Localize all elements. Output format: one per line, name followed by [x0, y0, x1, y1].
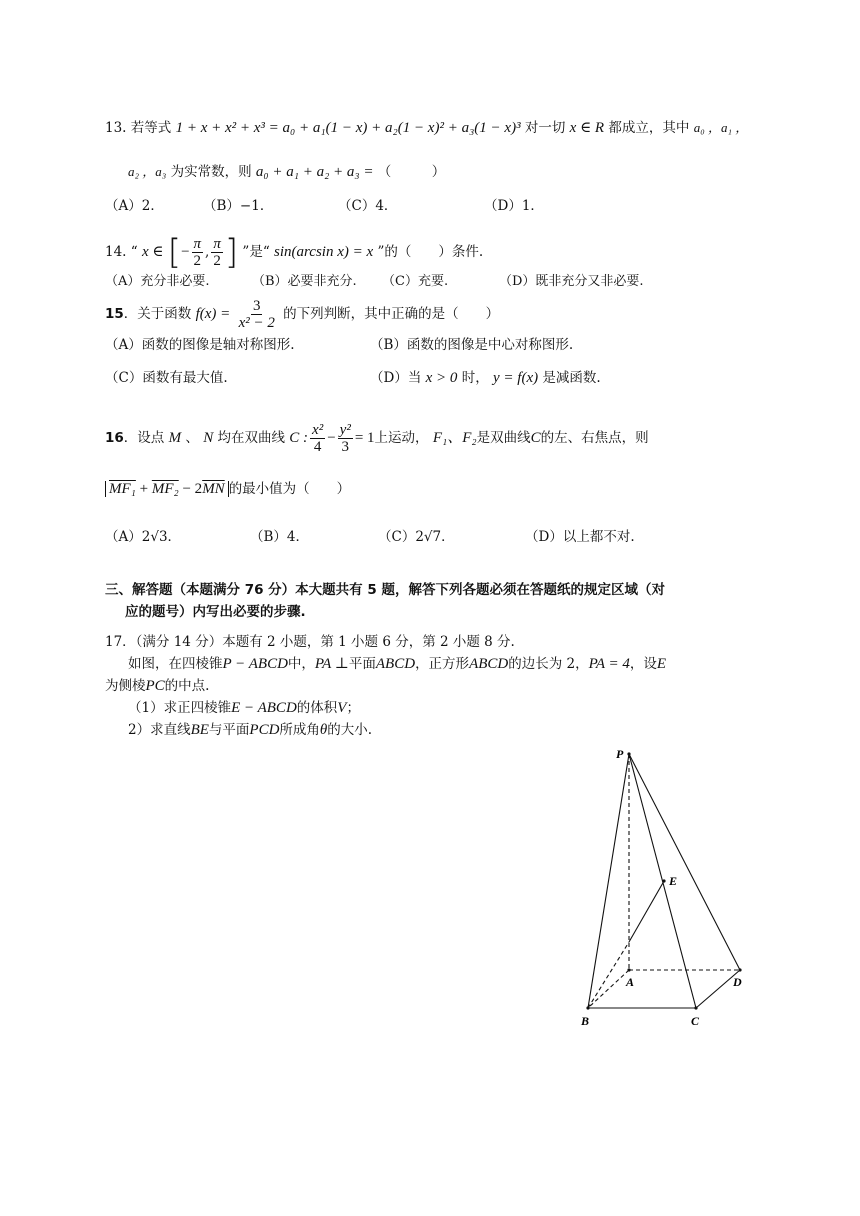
- q16-mid: 均在双曲线: [217, 430, 285, 446]
- q16-foci: F₁、F₂: [432, 430, 477, 446]
- q17-b1g: ，正方形: [415, 656, 470, 672]
- q15-f: f(x) =: [195, 306, 231, 322]
- q17-s1d: V: [337, 700, 347, 716]
- q17-b2a: 为侧棱: [105, 678, 146, 694]
- q17-b1h: ABCD: [469, 656, 509, 672]
- q16-option-c: （C）2√7．: [378, 529, 455, 545]
- q15-fraction: $\frac{3}{\text{x² − 2}}$: [238, 298, 275, 331]
- q15-post: 的下列判断，其中正确的是（ ）: [283, 306, 500, 322]
- q16-minus: −: [327, 430, 336, 446]
- q14-option-d: （D）既非充分又非必要.: [499, 274, 644, 289]
- q14-right-bracket: ]: [224, 232, 239, 273]
- q13-number: 13.: [105, 120, 127, 136]
- q17-b1a: 如图，在四棱锥: [128, 656, 223, 672]
- pyramid-figure: [570, 740, 760, 1040]
- point-c: [694, 1006, 697, 1009]
- q14-neg: −: [181, 244, 190, 260]
- q14-x: x ∈: [141, 244, 164, 260]
- section3-line1: 三、解答题（本题满分 76 分）本大题共有 5 题，解答下列各题必须在答题纸的规定区域（对: [105, 582, 665, 598]
- q17-body1: [128, 654, 666, 674]
- q15-optd-f: y = f(x): [493, 370, 539, 386]
- q13-option-d: （D）1．: [484, 198, 544, 214]
- q15-optd-pre: （D）当: [370, 370, 422, 386]
- q17-sub2: [128, 720, 372, 740]
- q13-equation: 1 + x + x² + x³ = a₀ + a₁(1 − x) + a₂(1 − x)² + a₃(1 − x)³: [175, 120, 521, 136]
- q17-s1a: （1）求正四棱锥: [128, 700, 232, 716]
- q17-b1c: 中，: [287, 656, 315, 672]
- q13-option-b: （B）−1．: [203, 198, 274, 214]
- q17-s2g: 的大小.: [327, 722, 373, 738]
- q17-b2b: PC: [145, 678, 165, 694]
- q17-b1k: ，设: [629, 656, 657, 672]
- q14-expr: sin(arcsin x) = x: [274, 244, 374, 260]
- label-e: E: [669, 874, 678, 888]
- q17-s1b: E − ABCD: [231, 700, 297, 716]
- q16-option-d: （D）以上都不对.: [525, 529, 635, 545]
- label-b: B: [581, 1014, 590, 1028]
- q16-tail: 的最小值为（ ）: [228, 481, 351, 497]
- q15-number: 15: [105, 306, 124, 322]
- q14-number: 14.: [105, 244, 127, 260]
- q14-frac2: $\frac{\pi}{2}$: [213, 236, 221, 269]
- q16-c: C :: [289, 430, 309, 446]
- q14-option-a: （A）充分非必要.: [105, 274, 210, 289]
- q13-sum: a₀ + a₁ + a₂ + a₃ =: [255, 164, 374, 180]
- section3-line2: 应的题号）内写出必要的步骤.: [125, 604, 306, 620]
- q16-line2: [105, 479, 350, 499]
- q16-post3: 的左、右焦点，则: [540, 430, 649, 446]
- q13-pre: 若等式: [130, 120, 172, 136]
- q15-option-b: （B）函数的图像是中心对称图形.: [370, 337, 574, 353]
- q17-b1d: PA ⊥: [314, 656, 349, 672]
- q15-option-d: [370, 368, 601, 388]
- q16-minus2: − 2: [178, 481, 203, 497]
- q17-s2b: BE: [190, 722, 209, 738]
- q16-number: 16: [105, 430, 124, 446]
- q17-s1c: 的体积: [296, 700, 338, 716]
- q16-n: N: [203, 430, 214, 446]
- q13-option-c: （C）4．: [338, 198, 398, 214]
- point-a: [627, 968, 630, 971]
- q16-vec1: MF₁: [109, 481, 136, 497]
- q16-plus: +: [135, 481, 152, 497]
- q14-frac1: $\frac{\pi}{2}$: [193, 236, 202, 269]
- q13-coeffs: a₀ ，a₁ ，: [693, 120, 749, 135]
- q16-c2: C: [530, 430, 541, 446]
- q16-m: M: [168, 430, 182, 446]
- q15-optd-mid: 时，: [461, 370, 489, 386]
- q17-b1f: ABCD: [375, 656, 416, 672]
- q17-b1l: E: [656, 656, 667, 672]
- q16-option-a: （A）2√3．: [105, 529, 182, 545]
- q17-body2: [105, 676, 209, 696]
- q13-post: 对一切: [524, 120, 566, 136]
- q13-line2-coeffs: a₂ ，a₃: [128, 164, 167, 179]
- q17-s2d: PCD: [249, 722, 280, 738]
- q13-post2: 都成立，其中: [608, 120, 690, 136]
- q13-option-a: （A）2．: [105, 198, 164, 214]
- q17-s2f: θ: [319, 722, 328, 738]
- q16-vec2: MF₂: [151, 481, 179, 497]
- edge-pd: [629, 754, 740, 970]
- q15-option-c: （C）函数有最大值.: [105, 370, 228, 386]
- q17-s2e: 所成角: [279, 722, 320, 738]
- q17-b1j: PA = 4: [588, 656, 630, 672]
- q17-b1b: P − ABCD: [222, 656, 288, 672]
- q17-s2c: 与平面: [208, 722, 250, 738]
- q16-vector-expression: [105, 481, 229, 497]
- edge-pb: [588, 754, 629, 1008]
- q13-line2: [128, 162, 445, 182]
- q14-left-bracket: [: [167, 232, 182, 273]
- q17-s1e: ；: [346, 700, 360, 716]
- q14-option-b: （B）必要非充分.: [252, 274, 357, 289]
- q15-line: [105, 294, 499, 334]
- q16-vec3: $\overline{MN}$: [202, 481, 225, 497]
- q16-sep: 、: [185, 430, 199, 446]
- q14-line: [105, 232, 483, 273]
- q17-sub1: [128, 698, 360, 718]
- q16-frac-x: $\frac{\text{x²}}{4}$: [312, 422, 324, 455]
- q17-b1e: 平面: [348, 656, 376, 672]
- q15-optd-cond: x > 0: [425, 370, 458, 386]
- q16-frac-y: $\frac{\text{y²}}{3}$: [339, 422, 351, 455]
- label-d: D: [733, 975, 742, 989]
- q15-pre: ．关于函数: [123, 306, 192, 322]
- point-b: [586, 1006, 589, 1009]
- q16-option-b: （B）4．: [250, 529, 310, 545]
- q16-eq1: = 1: [354, 430, 375, 446]
- point-e: [662, 879, 665, 882]
- point-p: [627, 752, 630, 755]
- q14-end: ”的（ ）条件.: [377, 244, 484, 260]
- q15-optd-post: 是减函数.: [542, 370, 601, 386]
- q17-b1i: 的边长为 2，: [508, 656, 589, 672]
- q14-open: “: [130, 244, 138, 260]
- q14-option-c: （C）充要.: [382, 274, 449, 289]
- q13-paren: （ ）: [377, 164, 446, 180]
- q17-b2c: 的中点.: [164, 678, 210, 694]
- q16-post2: 是双曲线: [476, 430, 531, 446]
- label-p: P: [616, 747, 624, 761]
- point-d: [738, 968, 741, 971]
- q16-pre: ．设点: [123, 430, 165, 446]
- q16-line1: [105, 418, 649, 458]
- q15-option-a: （A）函数的图像是轴对称图形.: [105, 337, 295, 353]
- label-a: A: [626, 975, 635, 989]
- segment-be-solid: [629, 881, 664, 942]
- q14-comma: ,: [205, 244, 210, 260]
- q17-head: 17．（满分 14 分）本题有 2 小题，第 1 小题 6 分，第 2 小题 8 分.: [105, 634, 515, 650]
- q13-line1: [105, 118, 748, 138]
- q16-post: 上运动，: [374, 430, 429, 446]
- q13-condition: x ∈ R: [569, 120, 605, 136]
- q14-mid: ”是“: [242, 244, 270, 260]
- q13-line2-text: 为实常数，则: [170, 164, 252, 180]
- label-c: C: [691, 1014, 700, 1028]
- q17-s2a: 2）求直线: [128, 722, 191, 738]
